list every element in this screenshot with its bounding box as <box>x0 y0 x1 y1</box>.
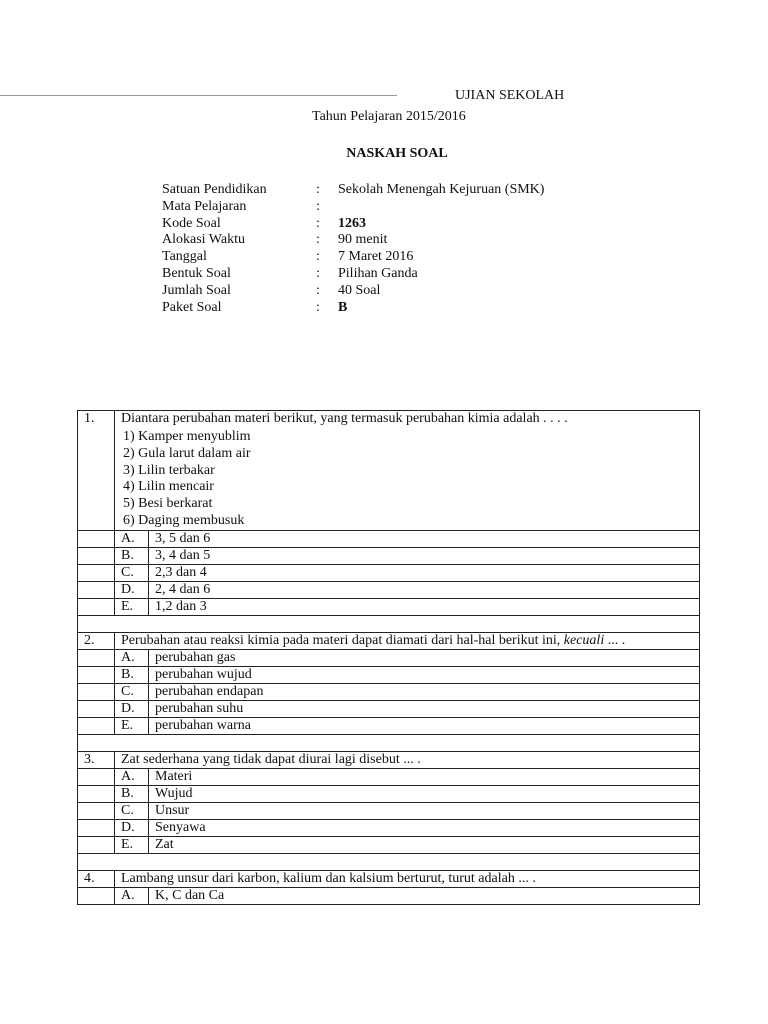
question-stem: Perubahan atau reaksi kimia pada materi dapat diamati dari hal-hal berikut ini, <box>121 632 561 648</box>
option-text: Wujud <box>149 785 700 802</box>
blank-cell <box>78 785 115 802</box>
info-value: 90 menit <box>338 232 388 248</box>
option-row <box>78 564 700 581</box>
blank-cell <box>78 802 115 819</box>
blank-cell <box>78 547 115 564</box>
info-value: Pilihan Ganda <box>338 265 418 281</box>
statement-item: 5) Besi berkarat <box>123 496 213 512</box>
info-colon: : <box>316 265 320 281</box>
info-colon: : <box>316 282 320 298</box>
option-letter: C. <box>115 683 149 700</box>
option-row <box>78 649 700 666</box>
blank-cell <box>78 717 115 734</box>
option-letter: B. <box>115 547 149 564</box>
statement-item: 1) Kamper menyublim <box>123 429 251 444</box>
option-letter: C. <box>115 564 149 581</box>
info-colon: : <box>316 232 320 248</box>
info-colon: : <box>316 182 320 197</box>
info-colon: : <box>316 215 320 231</box>
blank-cell <box>78 649 115 666</box>
option-letter: A. <box>115 768 149 785</box>
option-letter: E. <box>115 598 149 615</box>
info-row <box>162 300 544 317</box>
option-text: perubahan suhu <box>149 700 700 717</box>
option-row <box>78 785 700 802</box>
option-text: Zat <box>149 836 700 853</box>
info-row <box>162 249 544 266</box>
option-letter: E. <box>115 717 149 734</box>
option-text: K, C dan Ca <box>149 887 700 904</box>
info-colon: : <box>316 198 320 214</box>
blank-cell <box>78 683 115 700</box>
spacer-row <box>78 853 700 870</box>
option-row <box>78 768 700 785</box>
question-stem-emphasis: kecuali <box>563 632 605 648</box>
info-label: Mata Pelajaran <box>162 198 247 214</box>
option-text: perubahan endapan <box>149 683 700 700</box>
option-letter: D. <box>115 819 149 836</box>
option-row <box>78 802 700 819</box>
question-number: 4. <box>78 870 115 887</box>
option-text: Materi <box>149 768 700 785</box>
option-row <box>78 836 700 853</box>
option-letter: A. <box>115 530 149 547</box>
blank-cell <box>78 598 115 615</box>
spacer-cell <box>78 853 700 870</box>
option-text: 2,3 dan 4 <box>149 564 700 581</box>
question-row <box>78 411 700 531</box>
blank-cell <box>78 836 115 853</box>
option-letter: A. <box>115 887 149 904</box>
blank-cell <box>78 564 115 581</box>
top-rule <box>0 95 397 96</box>
info-label: Kode Soal <box>162 215 221 231</box>
option-text: perubahan warna <box>149 717 700 734</box>
question-stem-cell <box>115 411 700 531</box>
statement-item: 6) Daging membusuk <box>123 512 245 528</box>
option-row <box>78 887 700 904</box>
info-value: B <box>338 299 348 315</box>
statement-list <box>121 429 693 530</box>
option-row <box>78 819 700 836</box>
info-value: Sekolah Menengah Kejuruan (SMK) <box>338 182 545 197</box>
exam-title: UJIAN SEKOLAH <box>455 88 565 103</box>
info-row <box>162 182 544 199</box>
option-row <box>78 666 700 683</box>
info-colon: : <box>316 249 320 265</box>
info-label: Paket Soal <box>162 299 222 315</box>
info-row <box>162 199 544 216</box>
info-row <box>162 232 544 249</box>
blank-cell <box>78 768 115 785</box>
statement-item: 2) Gula larut dalam air <box>123 445 251 461</box>
blank-cell <box>78 530 115 547</box>
question-row <box>78 870 700 887</box>
info-value: 1263 <box>338 215 366 231</box>
blank-cell <box>78 819 115 836</box>
option-letter: B. <box>115 666 149 683</box>
question-row <box>78 632 700 649</box>
option-row <box>78 547 700 564</box>
question-number: 2. <box>78 632 115 649</box>
option-letter: A. <box>115 649 149 666</box>
blank-cell <box>78 700 115 717</box>
statement-item: 4) Lilin mencair <box>123 479 214 495</box>
question-stem-end: ... . <box>604 632 626 648</box>
spacer-cell <box>78 734 700 751</box>
info-colon: : <box>316 299 320 315</box>
info-label: Jumlah Soal <box>162 282 231 298</box>
blank-cell <box>78 581 115 598</box>
option-text: 3, 5 dan 6 <box>149 530 700 547</box>
questions-table <box>77 410 700 905</box>
info-label: Satuan Pendidikan <box>162 182 267 197</box>
option-text: 3, 4 dan 5 <box>149 547 700 564</box>
option-text: Senyawa <box>149 819 700 836</box>
option-text: 1,2 dan 3 <box>149 598 700 615</box>
question-stem: Diantara perubahan materi berikut, yang termasuk perubahan kimia adalah . . . . <box>121 411 568 426</box>
option-letter: D. <box>115 581 149 598</box>
option-row <box>78 598 700 615</box>
exam-info <box>162 182 544 316</box>
blank-cell <box>78 666 115 683</box>
option-letter: C. <box>115 802 149 819</box>
option-row <box>78 683 700 700</box>
option-letter: E. <box>115 836 149 853</box>
spacer-cell <box>78 615 700 632</box>
option-text: 2, 4 dan 6 <box>149 581 700 598</box>
academic-year: Tahun Pelajaran 2015/2016 <box>312 109 466 124</box>
info-value: 7 Maret 2016 <box>338 249 414 265</box>
question-stem: Lambang unsur dari karbon, kalium dan kalsium berturut, turut adalah ... . <box>115 870 700 887</box>
option-letter: B. <box>115 785 149 802</box>
option-row <box>78 530 700 547</box>
option-row <box>78 581 700 598</box>
question-number: 1. <box>78 411 115 531</box>
info-row <box>162 283 544 300</box>
question-stem: Zat sederhana yang tidak dapat diurai lagi disebut ... . <box>115 751 700 768</box>
option-text: perubahan wujud <box>149 666 700 683</box>
spacer-row <box>78 734 700 751</box>
option-row <box>78 700 700 717</box>
info-label: Alokasi Waktu <box>162 232 245 248</box>
document-title: NASKAH SOAL <box>346 146 448 161</box>
option-text: Unsur <box>149 802 700 819</box>
info-label: Tanggal <box>162 249 207 265</box>
info-value: 40 Soal <box>338 282 381 298</box>
blank-cell <box>78 887 115 904</box>
option-text: perubahan gas <box>149 649 700 666</box>
info-row <box>162 216 544 233</box>
question-stem-cell <box>115 632 700 649</box>
option-letter: D. <box>115 700 149 717</box>
option-row <box>78 717 700 734</box>
info-label: Bentuk Soal <box>162 265 231 281</box>
statement-item: 3) Lilin terbakar <box>123 462 215 478</box>
info-row <box>162 266 544 283</box>
spacer-row <box>78 615 700 632</box>
question-row <box>78 751 700 768</box>
question-number: 3. <box>78 751 115 768</box>
